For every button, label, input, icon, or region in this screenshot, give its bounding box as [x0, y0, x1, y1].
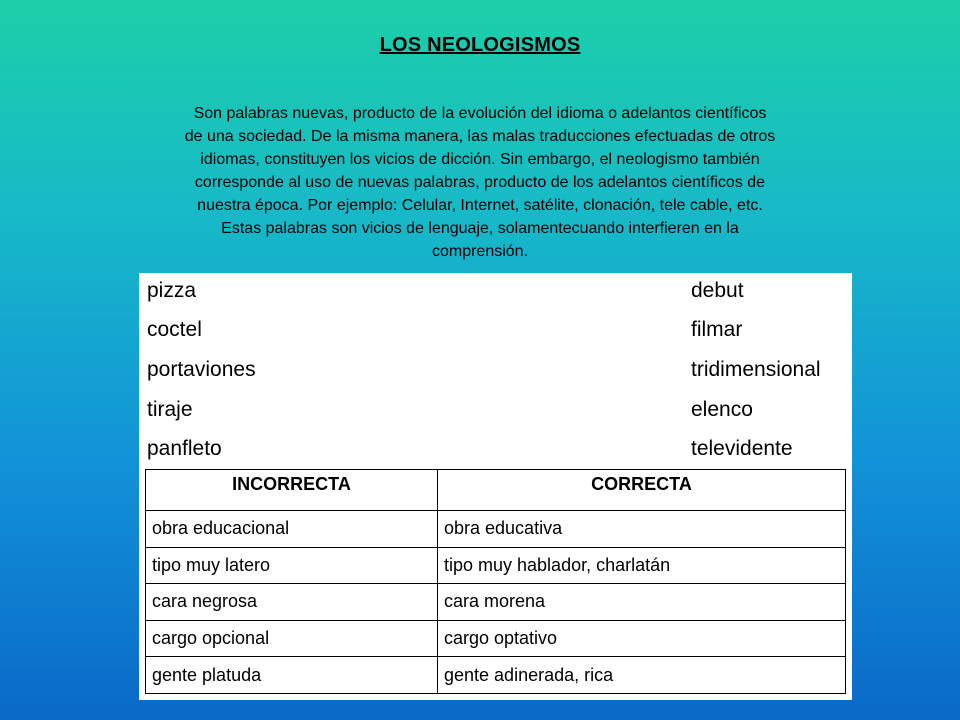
page-title: LOS NEOLOGISMOS	[379, 34, 581, 56]
word-list-item: pizza	[147, 279, 197, 302]
table-header-row	[146, 470, 846, 511]
table-cell: obra educacional	[146, 511, 438, 548]
column-header-incorrecta: INCORRECTA	[146, 470, 438, 511]
table-cell: tipo muy hablador, charlatán	[438, 547, 846, 584]
word-list-item: elenco	[691, 398, 753, 421]
table-cell: cargo opcional	[146, 620, 438, 657]
intro-line: corresponde al uso de nuevas palabras, producto de los adelantos científicos de	[194, 174, 766, 191]
examples-panel	[139, 273, 852, 700]
table-row	[146, 657, 846, 694]
intro-line: idiomas, constituyen los vicios de dicción. Sin embargo, el neologismo también	[200, 151, 760, 168]
table-row	[146, 511, 846, 548]
word-list-item: panfleto	[147, 437, 222, 460]
table-cell: gente adinerada, rica	[438, 657, 846, 694]
word-list-item: tridimensional	[691, 358, 821, 381]
table-cell: tipo muy latero	[146, 547, 438, 584]
word-list-item: tiraje	[147, 398, 193, 421]
word-list-item: televidente	[691, 437, 793, 460]
word-list-item: coctel	[147, 318, 202, 341]
table-cell: cargo optativo	[438, 620, 846, 657]
table-row	[146, 584, 846, 621]
intro-line: comprensión.	[431, 243, 529, 260]
table-row	[146, 547, 846, 584]
table-cell: gente platuda	[146, 657, 438, 694]
table-cell: obra educativa	[438, 511, 846, 548]
word-list-item: filmar	[691, 318, 743, 341]
column-header-correcta: CORRECTA	[438, 470, 846, 511]
table-cell: cara morena	[438, 584, 846, 621]
table-row	[146, 620, 846, 657]
word-list-item: debut	[691, 279, 744, 302]
intro-line: Son palabras nuevas, producto de la evolución del idioma o adelantos científicos	[193, 105, 767, 122]
intro-paragraph	[138, 102, 822, 263]
intro-line: nuestra época. Por ejemplo: Celular, Internet, satélite, clonación, tele cable, etc.	[197, 197, 763, 214]
table-cell: cara negrosa	[146, 584, 438, 621]
word-list-item: portaviones	[147, 358, 256, 381]
intro-line: Estas palabras son vicios de lenguaje, solamentecuando interfieren en la	[221, 220, 739, 237]
correction-table	[145, 469, 846, 694]
intro-line: de una sociedad. De la misma manera, las malas traducciones efectuadas de otros	[184, 128, 776, 145]
